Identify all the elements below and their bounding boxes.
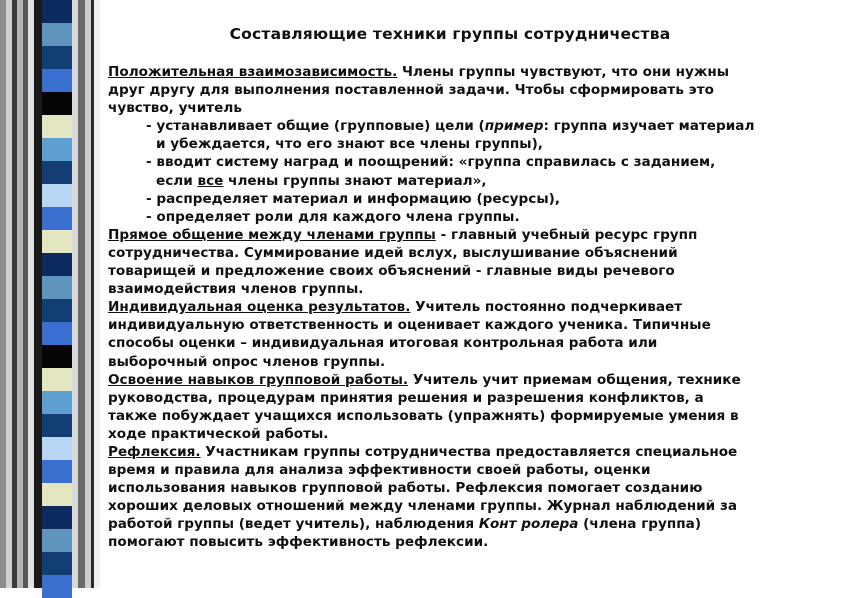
paragraph-text: Учитель постоянно подчеркивает — [410, 299, 683, 316]
paragraph-text: товарищей и предложение своих объяснений - главные виды речевого — [108, 263, 675, 280]
paragraph-text: Участникам группы сотрудничества предоставляется специальное — [200, 443, 738, 460]
paragraph-text: работой группы (ведет учитель), наблюдения Конт ролера (члена группа) — [108, 516, 702, 533]
paragraph-text: способы оценки – индивидуальная итоговая контрольная работа или — [108, 335, 658, 352]
stripe-square — [42, 506, 72, 529]
stripe — [94, 0, 100, 588]
list-item: - распределяет материал и информацию (ресурсы), — [146, 190, 560, 207]
paragraph-text: ходе практической работы. — [108, 425, 329, 442]
section-heading: Прямое общение между членами группы — [108, 226, 436, 243]
stripe-square — [42, 529, 72, 552]
section-heading: Освоение навыков групповой работы. — [108, 371, 409, 388]
stripe-square — [42, 207, 72, 230]
section-reflection — [108, 443, 798, 552]
section-positive-interdependence — [108, 63, 798, 226]
paragraph-text: - главный учебный ресурс групп — [435, 226, 698, 243]
stripe-square — [42, 345, 72, 368]
section-individual-assessment — [108, 298, 798, 370]
list-item: - устанавливает общие (групповые) цели (пример: группа изучает материал — [146, 118, 755, 135]
list-item-continuation: если все члены группы знают материал», — [156, 172, 487, 189]
stripe — [34, 0, 42, 588]
paragraph-text: руководства, процедурам принятия решения и разрешения конфликтов, а — [108, 389, 704, 406]
paragraph-text: чувство, учитель — [108, 100, 242, 117]
stripe-square — [42, 253, 72, 276]
paragraph-text: сотрудничества. Суммирование идей вслух, выслушивание объяснений — [108, 244, 678, 261]
stripe-square — [42, 46, 72, 69]
list-item: - определяет роли для каждого члена группы. — [146, 208, 520, 225]
section-heading: Положительная взаимозависимость. — [108, 64, 398, 80]
paragraph-text: помогают повысить эффективность рефлексии. — [108, 534, 489, 551]
paragraph-text: друг другу для выполнения поставленной задачи. Чтобы сформировать это — [108, 82, 714, 99]
slide-body — [108, 63, 798, 552]
stripe-square — [42, 437, 72, 460]
stripe-square — [42, 23, 72, 46]
stripe-square — [42, 322, 72, 345]
paragraph-text: выборочный опрос членов группы. — [108, 353, 386, 370]
stripe-square — [42, 299, 72, 322]
section-heading: Рефлексия. — [108, 443, 201, 460]
stripe-square — [42, 414, 72, 437]
stripe-square — [42, 391, 72, 414]
stripe-square — [42, 460, 72, 483]
stripe-square — [42, 230, 72, 253]
stripe-square — [42, 552, 72, 575]
decorative-stripes — [0, 0, 100, 588]
stripe-square — [42, 138, 72, 161]
section-heading: Индивидуальная оценка результатов. — [108, 299, 411, 316]
paragraph-text: взаимодействия членов группы. — [108, 281, 364, 298]
section-direct-communication — [108, 226, 798, 298]
stripe-square — [42, 92, 72, 115]
stripe-square — [42, 483, 72, 506]
stripe-square — [42, 276, 72, 299]
stripe-square — [42, 575, 72, 598]
stripe-square — [42, 115, 72, 138]
paragraph-text: Члены группы чувствуют, что они нужны — [397, 64, 730, 80]
stripe-square — [42, 0, 72, 23]
stripe-square — [42, 184, 72, 207]
paragraph-text: индивидуальную ответственность и оценивает каждого ученика. Типичные — [108, 317, 711, 334]
list-item-continuation: и убеждается, что его знают все члены группы), — [156, 136, 543, 153]
page-title: Составляющие техники группы сотрудничества — [229, 25, 671, 43]
paragraph-text: также побуждает учащихся использовать (упражнять) формируемые умения в — [108, 407, 739, 424]
stripe-square — [42, 368, 72, 391]
stripe-square — [42, 161, 72, 184]
section-group-skills — [108, 371, 798, 443]
paragraph-text: использования навыков групповой работы. Рефлексия помогает созданию — [108, 480, 703, 497]
stripe-square — [42, 69, 72, 92]
stripe — [78, 0, 85, 588]
list-item: - вводит систему наград и поощрений: «группа справилась с заданием, — [146, 154, 716, 171]
paragraph-text: хороших деловых отношений между членами группы. Журнал наблюдений за — [108, 498, 738, 515]
paragraph-text: время и правила для анализа эффективности своей работы, оценки — [108, 462, 651, 479]
paragraph-text: Учитель учит приемам общения, технике — [408, 371, 741, 388]
